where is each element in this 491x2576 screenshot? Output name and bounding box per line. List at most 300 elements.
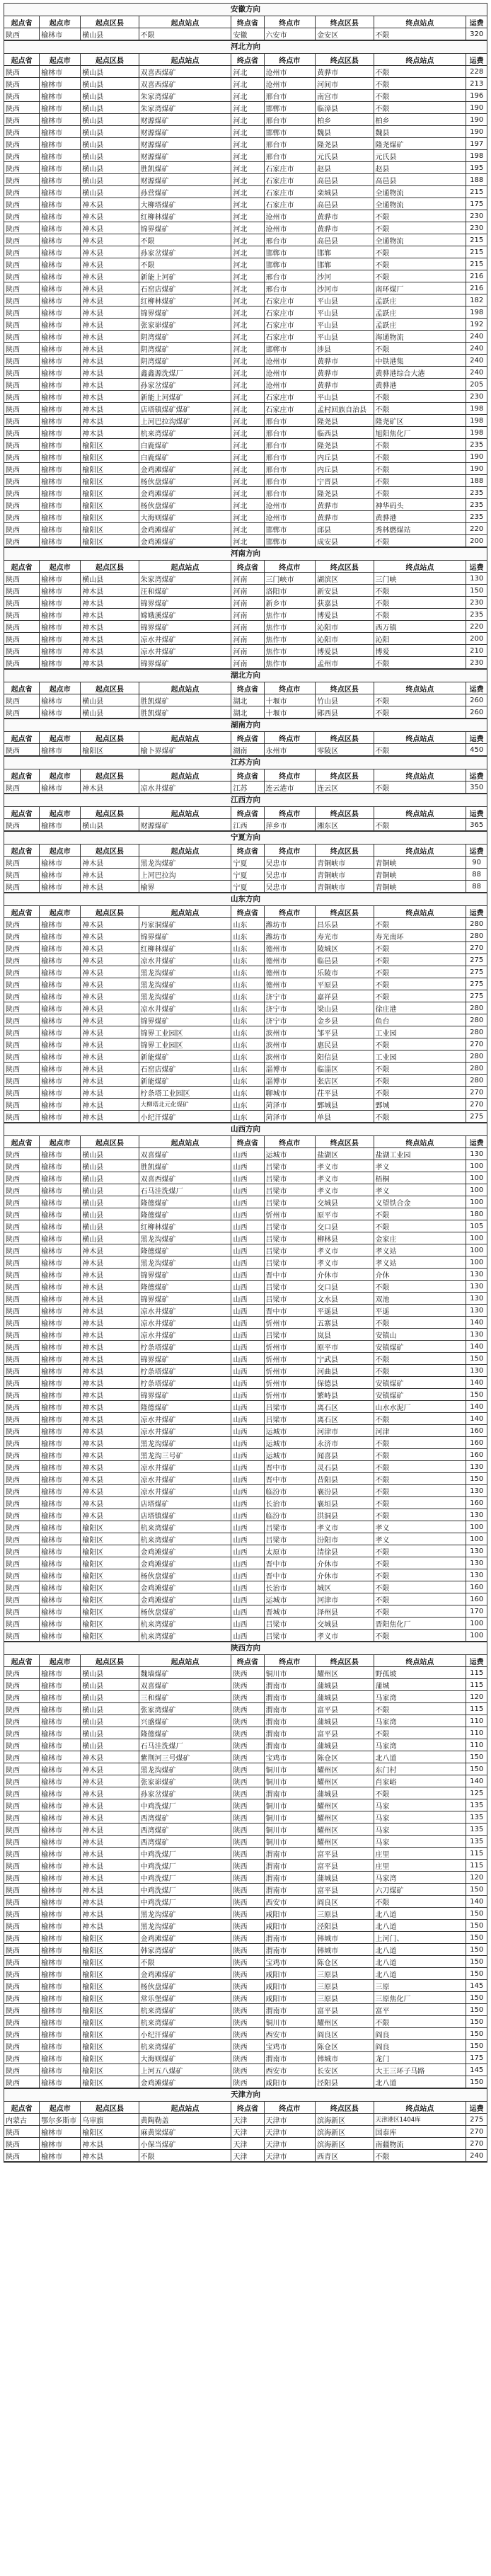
cell-dest-city: 吕梁市	[264, 1521, 316, 1533]
table-row	[4, 186, 487, 198]
cell-dest-province: 河北	[231, 355, 264, 367]
cell-dest-station: 不限	[374, 1461, 466, 1473]
cell-dest-province: 河北	[231, 535, 264, 547]
cell-origin-province: 陕西	[4, 597, 40, 609]
cell-origin-county: 神木县	[81, 246, 139, 258]
cell-origin-city: 榆林市	[40, 978, 81, 990]
header-dest-city: 终点市	[264, 807, 316, 819]
table-row	[4, 1329, 487, 1341]
cell-origin-station: 胜凯煤矿	[139, 162, 231, 174]
cell-dest-station: 梧桐	[374, 1172, 466, 1184]
cell-dest-city: 焦作市	[264, 621, 316, 633]
cell-dest-station: 孝义	[374, 1184, 466, 1196]
table-row	[4, 1824, 487, 1836]
cell-origin-province: 陕西	[4, 869, 40, 881]
cell-origin-station: 财源煤矿	[139, 819, 231, 831]
cell-origin-county: 神木县	[81, 1281, 139, 1293]
cell-dest-province: 山东	[231, 1026, 264, 1038]
section-9	[4, 1123, 487, 1642]
cell-origin-province: 陕西	[4, 367, 40, 379]
cell-origin-station: 杭来湾煤矿	[139, 1630, 231, 1642]
cell-origin-province: 陕西	[4, 222, 40, 234]
table-row	[4, 1787, 487, 1799]
cell-origin-province: 陕西	[4, 114, 40, 126]
cell-dest-city: 忻州市	[264, 1365, 316, 1377]
cell-dest-county: 内丘县	[316, 463, 374, 475]
cell-origin-province: 陕西	[4, 1425, 40, 1437]
cell-dest-province: 河北	[231, 198, 264, 210]
header-row	[4, 906, 487, 918]
header-dest-province: 终点省	[231, 561, 264, 573]
cell-origin-province: 陕西	[4, 1026, 40, 1038]
cell-dest-station: 秀林燃煤站	[374, 523, 466, 535]
cell-freight: 280	[466, 930, 487, 942]
header-origin-province: 起点省	[4, 906, 40, 918]
cell-dest-county: 平原县	[316, 978, 374, 990]
table-row	[4, 1968, 487, 1980]
cell-origin-county: 神木县	[81, 857, 139, 869]
cell-origin-county: 横山县	[81, 186, 139, 198]
cell-dest-province: 陕西	[231, 1715, 264, 1727]
cell-origin-city: 榆林市	[40, 1437, 81, 1449]
cell-origin-province: 陕西	[4, 1449, 40, 1461]
cell-dest-station: 西万镇	[374, 621, 466, 633]
cell-dest-province: 山西	[231, 1425, 264, 1437]
header-dest-station: 终点站点	[374, 1136, 466, 1148]
cell-origin-station: 朱家湾煤矿	[139, 573, 231, 585]
cell-dest-county: 连云区	[316, 782, 374, 794]
cell-dest-province: 陕西	[231, 1727, 264, 1739]
cell-origin-province: 陕西	[4, 609, 40, 621]
cell-dest-county: 邱县	[316, 523, 374, 535]
cell-origin-station: 大海则煤矿	[139, 511, 231, 523]
cell-origin-city: 榆林市	[40, 1014, 81, 1026]
cell-origin-province: 陕西	[4, 1341, 40, 1353]
cell-origin-city: 榆林市	[40, 1944, 81, 1956]
table-row	[4, 2052, 487, 2064]
cell-origin-city: 榆林市	[40, 1775, 81, 1787]
table-row	[4, 1703, 487, 1715]
cell-origin-station: 锦界煤矿	[139, 1293, 231, 1305]
table-row	[4, 1679, 487, 1691]
cell-dest-city: 晋城市	[264, 1605, 316, 1618]
cell-origin-county: 榆阳区	[81, 499, 139, 511]
cell-freight: 110	[466, 1715, 487, 1727]
table-row	[4, 990, 487, 1002]
cell-origin-province: 陕西	[4, 2064, 40, 2076]
cell-origin-city: 榆林市	[40, 1244, 81, 1256]
cell-dest-county: 高邑县	[316, 174, 374, 186]
cell-freight: 280	[466, 1002, 487, 1014]
cell-dest-county: 五寨县	[316, 1317, 374, 1329]
cell-origin-city: 榆林市	[40, 1087, 81, 1099]
cell-freight: 235	[466, 439, 487, 451]
cell-origin-city: 榆林市	[40, 1220, 81, 1232]
cell-dest-province: 天津	[231, 2150, 264, 2162]
cell-origin-city: 榆林市	[40, 1111, 81, 1123]
table-row	[4, 930, 487, 942]
cell-freight: 130	[466, 1269, 487, 1281]
cell-dest-county: 金安区	[316, 28, 374, 40]
cell-origin-station: 黑龙沟煤矿	[139, 1437, 231, 1449]
cell-dest-city: 咸阳市	[264, 1980, 316, 1992]
cell-dest-station: 黄骅港综合大港	[374, 367, 466, 379]
table-row	[4, 978, 487, 990]
cell-dest-county: 栾城县	[316, 186, 374, 198]
header-row	[4, 807, 487, 819]
cell-dest-province: 山东	[231, 954, 264, 966]
cell-origin-station: 不限	[139, 258, 231, 270]
table-row	[4, 523, 487, 535]
table-row	[4, 1148, 487, 1160]
cell-origin-province: 陕西	[4, 744, 40, 756]
table-row	[4, 645, 487, 657]
cell-dest-county: 金乡县	[316, 1014, 374, 1026]
cell-origin-city: 榆林市	[40, 1401, 81, 1413]
cell-origin-station: 金鸡滩煤矿	[139, 1557, 231, 1569]
cell-dest-station: 不限	[374, 1208, 466, 1220]
cell-dest-city: 渭南市	[264, 1932, 316, 1944]
table-row	[4, 966, 487, 978]
cell-origin-county: 榆阳区	[81, 1581, 139, 1593]
table-row	[4, 150, 487, 162]
cell-dest-province: 河北	[231, 90, 264, 102]
cell-dest-province: 山西	[231, 1461, 264, 1473]
header-origin-province: 起点省	[4, 732, 40, 744]
cell-dest-city: 渭南市	[264, 1787, 316, 1799]
cell-dest-station: 高邑县	[374, 174, 466, 186]
cell-origin-county: 榆阳区	[81, 2040, 139, 2052]
cell-origin-city: 榆林市	[40, 102, 81, 114]
cell-origin-station: 财源煤矿	[139, 114, 231, 126]
cell-dest-county: 滨海新区	[316, 2126, 374, 2138]
table-row	[4, 1992, 487, 2004]
cell-dest-station: 柏乡	[374, 114, 466, 126]
cell-dest-city: 德州市	[264, 942, 316, 954]
cell-origin-station: 杨伙盘煤矿	[139, 475, 231, 487]
cell-origin-station: 双喜西煤矿	[139, 66, 231, 78]
cell-dest-city: 邢台市	[264, 138, 316, 150]
section-title: 天津方向	[4, 2089, 487, 2102]
cell-dest-county: 黄骅市	[316, 210, 374, 222]
header-dest-province: 终点省	[231, 1655, 264, 1667]
cell-origin-city: 榆林市	[40, 819, 81, 831]
cell-freight: 120	[466, 1691, 487, 1703]
cell-origin-province: 陕西	[4, 1281, 40, 1293]
cell-dest-province: 陕西	[231, 2016, 264, 2028]
header-origin-province: 起点省	[4, 807, 40, 819]
table-row	[4, 2126, 487, 2138]
cell-freight: 130	[466, 1329, 487, 1341]
cell-freight: 188	[466, 174, 487, 186]
section-title: 湖南方向	[4, 719, 487, 732]
cell-origin-province: 陕西	[4, 379, 40, 391]
cell-origin-station: 杭来湾煤矿	[139, 427, 231, 439]
cell-origin-province: 陕西	[4, 1992, 40, 2004]
cell-dest-county: 韩城市	[316, 1944, 374, 1956]
cell-dest-city: 渭南市	[264, 2052, 316, 2064]
cell-origin-county: 横山县	[81, 1232, 139, 1244]
header-origin-county: 起点区县	[81, 769, 139, 782]
cell-origin-city: 榆林市	[40, 1521, 81, 1533]
cell-origin-station: 孙营煤矿	[139, 186, 231, 198]
cell-dest-province: 山西	[231, 1521, 264, 1533]
cell-origin-city: 榆林市	[40, 2150, 81, 2162]
cell-origin-station: 朱家湾煤矿	[139, 102, 231, 114]
cell-dest-province: 陕西	[231, 1836, 264, 1848]
cell-origin-city: 榆林市	[40, 391, 81, 403]
cell-dest-county: 三原县	[316, 1968, 374, 1980]
cell-origin-station: 石马洼洗煤厂	[139, 1739, 231, 1751]
table-row	[4, 1461, 487, 1473]
cell-dest-province: 河南	[231, 585, 264, 597]
cell-origin-station: 紫荆河三号煤矿	[139, 1751, 231, 1763]
cell-freight: 216	[466, 270, 487, 282]
cell-origin-station: 红柳林煤矿	[139, 942, 231, 954]
cell-dest-station: 隆尧煤矿	[374, 138, 466, 150]
cell-origin-station: 锦界工业园区	[139, 1038, 231, 1051]
cell-origin-county: 神木县	[81, 881, 139, 893]
cell-dest-county: 孝义市	[316, 1630, 374, 1642]
cell-dest-city: 吕梁市	[264, 1196, 316, 1208]
header-origin-station: 起点站点	[139, 54, 231, 66]
cell-dest-station: 沁阳	[374, 633, 466, 645]
cell-origin-county: 神木县	[81, 1087, 139, 1099]
cell-dest-county: 离石区	[316, 1413, 374, 1425]
cell-freight: 150	[466, 1884, 487, 1896]
cell-dest-county: 柳林县	[316, 1232, 374, 1244]
cell-dest-station: 不限	[374, 78, 466, 90]
cell-dest-station: 双池	[374, 1293, 466, 1305]
cell-dest-station: 北八道	[374, 1956, 466, 1968]
cell-freight: 270	[466, 1099, 487, 1111]
cell-dest-station: 马家湾	[374, 1872, 466, 1884]
cell-dest-county: 耀州区	[316, 1836, 374, 1848]
cell-origin-province: 内蒙古	[4, 2114, 40, 2126]
cell-dest-province: 陕西	[231, 1811, 264, 1824]
cell-dest-county: 蒲城县	[316, 1679, 374, 1691]
cell-freight: 150	[466, 1956, 487, 1968]
cell-origin-province: 陕西	[4, 1533, 40, 1545]
cell-origin-province: 陕西	[4, 585, 40, 597]
cell-dest-station: 不限	[374, 2016, 466, 2028]
table-row	[4, 355, 487, 367]
cell-freight: 105	[466, 1220, 487, 1232]
cell-origin-county: 神木县	[81, 415, 139, 427]
cell-origin-county: 横山县	[81, 90, 139, 102]
table-row	[4, 1026, 487, 1038]
cell-dest-station: 不限	[374, 1593, 466, 1605]
cell-dest-station: 三原	[374, 1980, 466, 1992]
header-dest-station: 终点站点	[374, 682, 466, 694]
cell-dest-city: 运城市	[264, 1425, 316, 1437]
cell-origin-city: 榆林市	[40, 1293, 81, 1305]
table-row	[4, 162, 487, 174]
table-row	[4, 881, 487, 893]
table-row	[4, 1605, 487, 1618]
cell-origin-city: 榆林市	[40, 966, 81, 978]
cell-dest-county: 张店区	[316, 1075, 374, 1087]
cell-origin-province: 陕西	[4, 1605, 40, 1618]
cell-dest-station: 魏县	[374, 126, 466, 138]
cell-dest-province: 山西	[231, 1593, 264, 1605]
cell-origin-city: 榆林市	[40, 1932, 81, 1944]
cell-dest-city: 晋中市	[264, 1269, 316, 1281]
cell-origin-station: 西湾煤矿	[139, 1811, 231, 1824]
cell-origin-county: 神木县	[81, 1002, 139, 1014]
cell-origin-province: 陕西	[4, 1293, 40, 1305]
cell-origin-county: 横山县	[81, 174, 139, 186]
cell-origin-station: 金鸡滩煤矿	[139, 463, 231, 475]
cell-origin-county: 榆阳区	[81, 1521, 139, 1533]
cell-dest-city: 邯郸市	[264, 246, 316, 258]
cell-origin-city: 榆林市	[40, 1824, 81, 1836]
cell-dest-county: 隆尧县	[316, 415, 374, 427]
cell-dest-province: 河南	[231, 633, 264, 645]
header-dest-province: 终点省	[231, 16, 264, 28]
cell-origin-city: 榆林市	[40, 1920, 81, 1932]
cell-origin-station: 胜凯煤矿	[139, 1160, 231, 1172]
cell-origin-county: 横山县	[81, 138, 139, 150]
cell-dest-province: 山东	[231, 930, 264, 942]
cell-origin-county: 神木县	[81, 1848, 139, 1860]
cell-origin-province: 陕西	[4, 1485, 40, 1497]
table-row	[4, 28, 487, 40]
cell-dest-station: 肖家峪	[374, 1775, 466, 1787]
header-dest-province: 终点省	[231, 807, 264, 819]
cell-origin-city: 榆林市	[40, 857, 81, 869]
cell-freight: 115	[466, 1667, 487, 1679]
cell-dest-county: 青铜峡市	[316, 857, 374, 869]
cell-origin-city: 榆林市	[40, 343, 81, 355]
cell-origin-city: 榆林市	[40, 1968, 81, 1980]
cell-origin-province: 陕西	[4, 1739, 40, 1751]
cell-dest-station: 马家	[374, 1836, 466, 1848]
cell-freight: 190	[466, 463, 487, 475]
header-dest-province: 终点省	[231, 682, 264, 694]
cell-origin-city: 榆林市	[40, 918, 81, 930]
cell-origin-province: 陕西	[4, 511, 40, 523]
cell-origin-county: 神木县	[81, 1824, 139, 1836]
table-row	[4, 1256, 487, 1269]
cell-dest-station: 东门村	[374, 1763, 466, 1775]
cell-dest-county: 平山县	[316, 331, 374, 343]
cell-dest-province: 山东	[231, 1002, 264, 1014]
header-dest-city: 终点市	[264, 845, 316, 857]
cell-freight: 235	[466, 511, 487, 523]
cell-origin-province: 陕西	[4, 1184, 40, 1196]
cell-dest-city: 十堰市	[264, 694, 316, 706]
table-row	[4, 331, 487, 343]
cell-origin-county: 榆阳区	[81, 475, 139, 487]
table-row	[4, 1944, 487, 1956]
cell-dest-province: 天津	[231, 2138, 264, 2150]
table-row	[4, 126, 487, 138]
cell-origin-county: 神木县	[81, 1329, 139, 1341]
cell-origin-station: 鑫鑫源洗煤厂	[139, 367, 231, 379]
cell-origin-station: 金鸡滩煤矿	[139, 523, 231, 535]
cell-origin-county: 神木县	[81, 621, 139, 633]
cell-dest-station: 不限	[374, 1087, 466, 1099]
cell-origin-city: 榆林市	[40, 1679, 81, 1691]
cell-origin-city: 榆林市	[40, 585, 81, 597]
cell-dest-city: 邯郸市	[264, 126, 316, 138]
cell-freight: 350	[466, 782, 487, 794]
section-title: 江苏方向	[4, 757, 487, 769]
header-dest-city: 终点市	[264, 54, 316, 66]
table-row	[4, 198, 487, 210]
cell-origin-station: 汪和煤矿	[139, 585, 231, 597]
cell-origin-station: 新能煤矿	[139, 1075, 231, 1087]
cell-origin-station: 锦界煤矿	[139, 597, 231, 609]
cell-origin-city: 榆林市	[40, 1569, 81, 1581]
cell-origin-county: 横山县	[81, 126, 139, 138]
header-origin-station: 起点站点	[139, 732, 231, 744]
header-origin-province: 起点省	[4, 54, 40, 66]
table-row	[4, 343, 487, 355]
cell-dest-station: 不限	[374, 439, 466, 451]
cell-freight: 240	[466, 343, 487, 355]
cell-origin-province: 陕西	[4, 1679, 40, 1691]
cell-origin-county: 神木县	[81, 1811, 139, 1824]
cell-origin-city: 榆林市	[40, 1751, 81, 1763]
cell-dest-province: 陕西	[231, 1848, 264, 1860]
cell-freight: 130	[466, 1509, 487, 1521]
cell-origin-province: 陕西	[4, 1545, 40, 1557]
cell-dest-station: 不限	[374, 222, 466, 234]
cell-origin-county: 神木县	[81, 1775, 139, 1787]
cell-origin-province: 陕西	[4, 2076, 40, 2088]
cell-origin-city: 榆林市	[40, 1763, 81, 1775]
cell-dest-station: 不限	[374, 258, 466, 270]
cell-origin-city: 榆林市	[40, 1449, 81, 1461]
cell-origin-city: 榆林市	[40, 535, 81, 547]
cell-dest-station: 天津港区1404库	[374, 2114, 466, 2126]
cell-dest-station: 不限	[374, 954, 466, 966]
header-origin-province: 起点省	[4, 769, 40, 782]
cell-dest-city: 菏泽市	[264, 1111, 316, 1123]
cell-origin-station: 凉水井煤矿	[139, 1413, 231, 1425]
cell-dest-city: 滨州市	[264, 1051, 316, 1063]
cell-dest-city: 晋中市	[264, 1569, 316, 1581]
cell-dest-city: 临汾市	[264, 1485, 316, 1497]
cell-origin-province: 陕西	[4, 1232, 40, 1244]
cell-origin-county: 榆阳区	[81, 2064, 139, 2076]
cell-origin-station: 金鸡滩煤矿	[139, 2076, 231, 2088]
cell-dest-province: 山西	[231, 1184, 264, 1196]
cell-dest-city: 三门峡市	[264, 573, 316, 585]
cell-origin-county: 神木县	[81, 343, 139, 355]
cell-dest-station: 不限	[374, 1497, 466, 1509]
table-row	[4, 954, 487, 966]
cell-dest-city: 吕梁市	[264, 1630, 316, 1642]
cell-freight: 140	[466, 1413, 487, 1425]
table-row	[4, 2016, 487, 2028]
cell-freight: 90	[466, 857, 487, 869]
cell-dest-city: 邢台市	[264, 475, 316, 487]
cell-dest-station: 孝义	[374, 1160, 466, 1172]
cell-origin-station: 黑龙沟煤矿	[139, 1908, 231, 1920]
header-dest-county: 终点区县	[316, 906, 374, 918]
cell-origin-county: 横山县	[81, 1196, 139, 1208]
cell-dest-station: 孝义站	[374, 1244, 466, 1256]
cell-freight: 195	[466, 162, 487, 174]
table-row	[4, 597, 487, 609]
cell-dest-station: 不限	[374, 1437, 466, 1449]
cell-origin-city: 榆林市	[40, 1473, 81, 1485]
cell-origin-city: 榆林市	[40, 126, 81, 138]
cell-origin-station: 锦界煤矿	[139, 1014, 231, 1026]
